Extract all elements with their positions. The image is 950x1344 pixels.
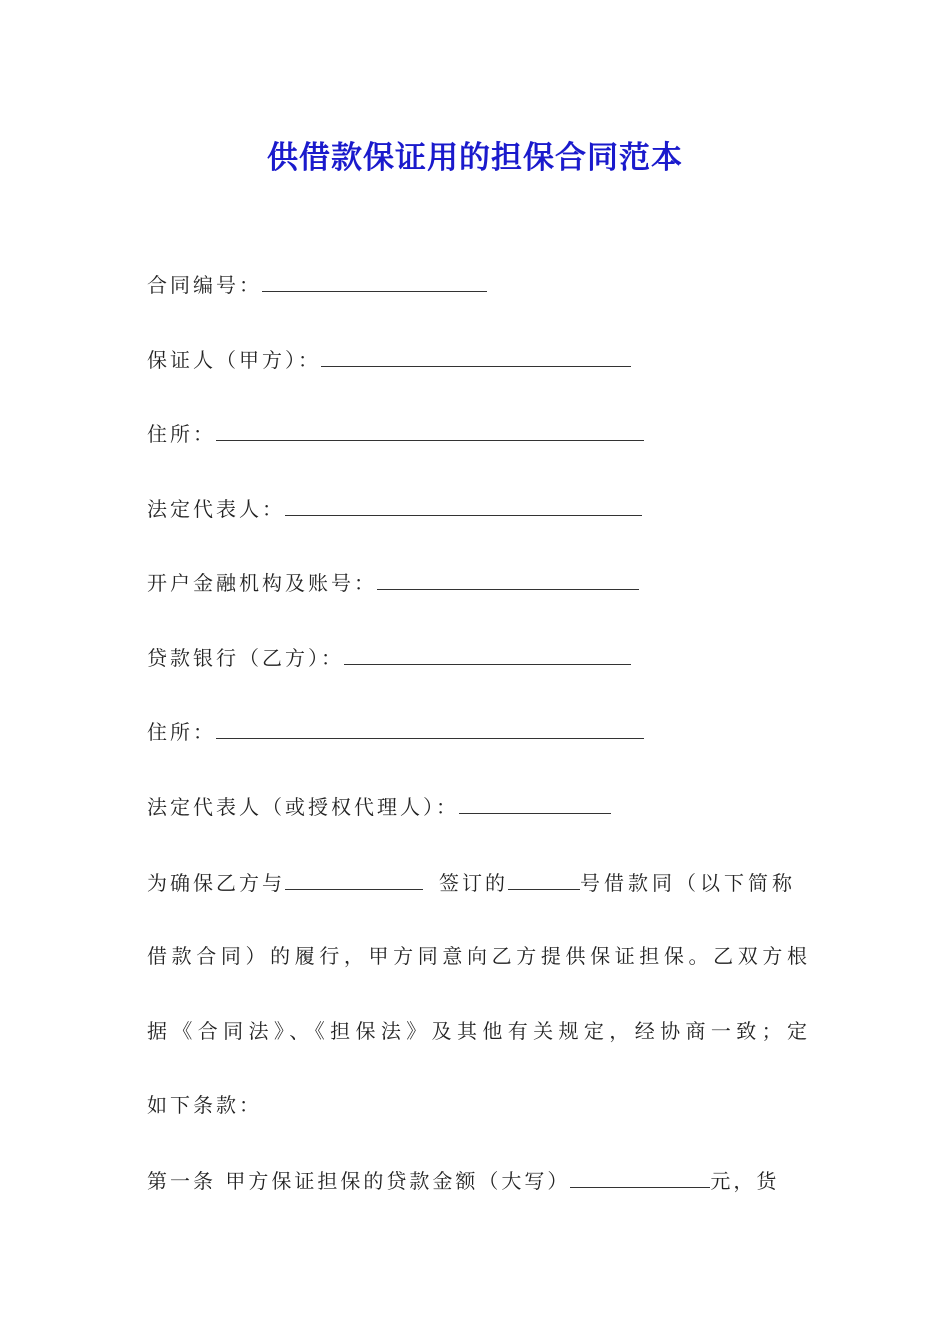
intro-text-c: 号借款同（以下简称 — [580, 871, 796, 895]
bank-account-blank[interactable] — [377, 569, 639, 590]
article-1-line — [147, 1167, 807, 1194]
guarantor-legal-rep-field — [147, 495, 642, 522]
guarantor-legal-rep-label: 法定代表人： — [147, 497, 285, 521]
article-1-text-a: 第一条 甲方保证担保的贷款金额（大写） — [147, 1169, 571, 1193]
document-title: 供借款保证用的担保合同范本 — [267, 140, 683, 176]
loan-amount-blank[interactable] — [570, 1167, 710, 1188]
intro-text-a: 为确保乙方与 — [147, 871, 285, 895]
guarantor-label: 保证人（甲方）： — [147, 348, 321, 372]
lender-address-field — [147, 718, 644, 745]
intro-line-3: 据《合同法》、《担保法》及其他有关规定，经协商一致；定 — [147, 1019, 807, 1043]
contract-number-field — [147, 271, 487, 298]
article-1-text-b: 元，货 — [710, 1169, 780, 1193]
intro-line-1 — [147, 869, 807, 896]
lender-field — [147, 644, 631, 671]
bank-account-field — [147, 569, 639, 596]
contract-number-label: 合同编号： — [147, 273, 262, 297]
lender-address-label: 住所： — [147, 720, 216, 744]
lender-blank[interactable] — [344, 644, 631, 665]
lender-address-blank[interactable] — [216, 718, 644, 739]
intro-line-4: 如下条款： — [147, 1093, 262, 1117]
guarantor-address-field — [147, 420, 644, 447]
intro-line-2: 借款合同）的履行，甲方同意向乙方提供保证担保。乙双方根 — [147, 944, 807, 968]
lender-legal-rep-label: 法定代表人（或授权代理人）： — [147, 795, 459, 819]
guarantor-address-blank[interactable] — [216, 420, 644, 441]
guarantor-field — [147, 346, 631, 373]
lender-label: 贷款银行（乙方）： — [147, 646, 344, 670]
contract-number-blank[interactable] — [262, 271, 487, 292]
guarantor-legal-rep-blank[interactable] — [285, 495, 642, 516]
borrower-blank[interactable] — [285, 869, 423, 890]
bank-account-label: 开户金融机构及账号： — [147, 571, 377, 595]
loan-contract-no-blank[interactable] — [508, 869, 580, 890]
lender-legal-rep-field — [147, 793, 611, 820]
guarantor-address-label: 住所： — [147, 422, 216, 446]
intro-text-b: 签订的 — [439, 871, 508, 895]
guarantor-blank[interactable] — [321, 346, 631, 367]
lender-legal-rep-blank[interactable] — [459, 793, 611, 814]
